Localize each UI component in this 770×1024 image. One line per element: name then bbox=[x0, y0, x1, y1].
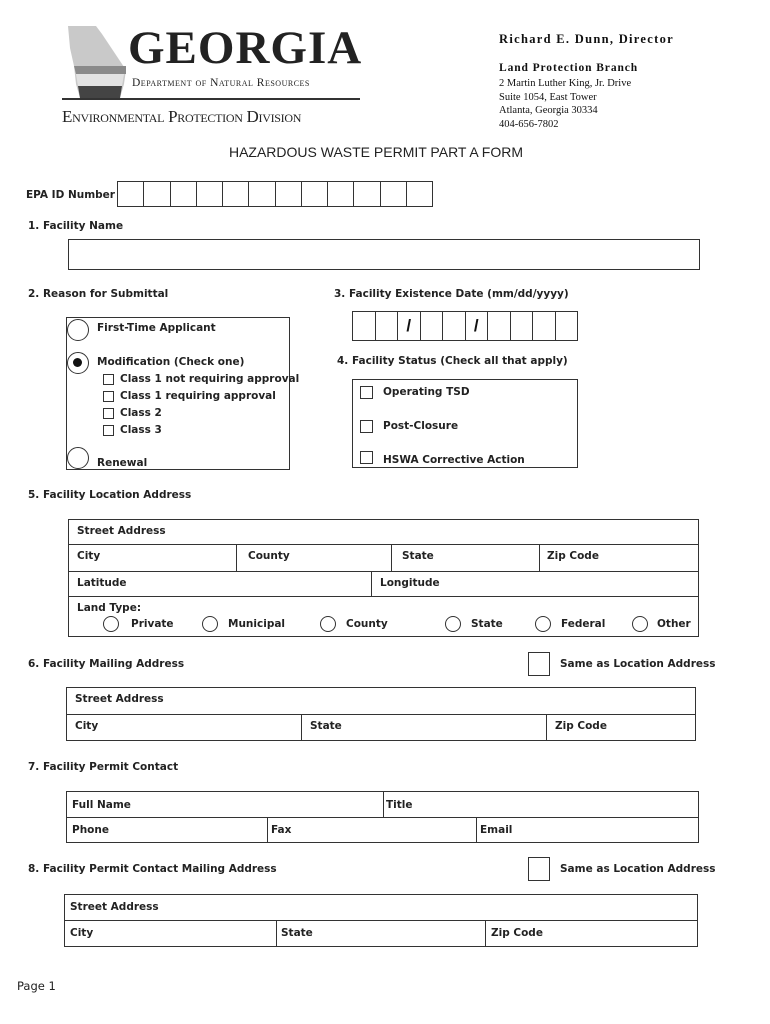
epa-id-digit[interactable] bbox=[223, 182, 249, 206]
first-time-label: First-Time Applicant bbox=[97, 322, 216, 334]
director-name: Richard E. Dunn, Director bbox=[499, 32, 674, 46]
mailing-label: 6. Facility Mailing Address bbox=[28, 658, 185, 670]
date-digit-box[interactable] bbox=[353, 312, 376, 340]
latitude-label: Latitude bbox=[77, 577, 127, 589]
location-street-label: Street Address bbox=[77, 525, 166, 537]
contact-email-label: Email bbox=[480, 824, 513, 836]
epa-id-boxes[interactable] bbox=[117, 181, 433, 207]
hswa-checkbox[interactable] bbox=[360, 451, 373, 464]
contact-mailing-same-checkbox[interactable] bbox=[528, 857, 550, 881]
land-other-label: Other bbox=[657, 618, 691, 630]
class2-label: Class 2 bbox=[120, 407, 162, 419]
page-number: Page 1 bbox=[17, 979, 56, 993]
contact-title-label: Title bbox=[386, 799, 413, 811]
contact-title-field[interactable] bbox=[383, 791, 699, 818]
mailing-same-checkbox[interactable] bbox=[528, 652, 550, 676]
contact-mailing-city-label: City bbox=[70, 927, 94, 939]
land-federal-label: Federal bbox=[561, 618, 606, 630]
address-line: Atlanta, Georgia 30334 bbox=[499, 105, 598, 116]
class1-no-approval-checkbox[interactable] bbox=[103, 374, 114, 385]
operating-tsd-label: Operating TSD bbox=[383, 386, 470, 398]
logo-division-text: Environmental Protection Division bbox=[62, 107, 302, 126]
radio-selected-dot bbox=[73, 358, 82, 367]
land-county-label: County bbox=[346, 618, 388, 630]
contact-label: 7. Facility Permit Contact bbox=[28, 761, 179, 773]
contact-phone-label: Phone bbox=[72, 824, 109, 836]
date-digit-box[interactable] bbox=[511, 312, 534, 340]
class2-checkbox[interactable] bbox=[103, 408, 114, 419]
contact-mailing-street-field[interactable] bbox=[64, 894, 698, 921]
first-time-radio[interactable] bbox=[67, 319, 89, 341]
epa-id-digit[interactable] bbox=[171, 182, 197, 206]
mailing-street-label: Street Address bbox=[75, 693, 164, 705]
date-separator: / bbox=[398, 312, 421, 340]
class1-no-approval-label: Class 1 not requiring approval bbox=[120, 373, 300, 385]
address-line: 404-656-7802 bbox=[499, 118, 559, 130]
contact-fax-field[interactable] bbox=[267, 817, 477, 843]
class3-label: Class 3 bbox=[120, 424, 162, 436]
epa-id-digit[interactable] bbox=[249, 182, 275, 206]
epa-id-digit[interactable] bbox=[328, 182, 354, 206]
renewal-label: Renewal bbox=[97, 457, 148, 469]
class3-checkbox[interactable] bbox=[103, 425, 114, 436]
location-city-label: City bbox=[77, 550, 101, 562]
land-other-radio[interactable] bbox=[632, 616, 648, 632]
epa-id-digit[interactable] bbox=[302, 182, 328, 206]
land-county-radio[interactable] bbox=[320, 616, 336, 632]
epa-id-digit[interactable] bbox=[144, 182, 170, 206]
epa-id-digit[interactable] bbox=[354, 182, 380, 206]
epa-id-digit[interactable] bbox=[118, 182, 144, 206]
contact-name-label: Full Name bbox=[72, 799, 131, 811]
land-private-label: Private bbox=[131, 618, 174, 630]
status-label: 4. Facility Status (Check all that apply) bbox=[337, 355, 568, 367]
date-digit-box[interactable] bbox=[443, 312, 466, 340]
modification-radio[interactable] bbox=[67, 352, 89, 374]
contact-mailing-street-label: Street Address bbox=[70, 901, 159, 913]
longitude-label: Longitude bbox=[380, 577, 440, 589]
date-digit-box[interactable] bbox=[533, 312, 556, 340]
renewal-radio[interactable] bbox=[67, 447, 89, 469]
land-type-row bbox=[68, 596, 699, 637]
logo-divider bbox=[62, 98, 360, 100]
mailing-city-field[interactable] bbox=[66, 714, 302, 741]
land-state-label: State bbox=[471, 618, 503, 630]
facility-name-field[interactable] bbox=[68, 239, 700, 270]
contact-fax-label: Fax bbox=[271, 824, 292, 836]
branch-name: Land Protection Branch bbox=[499, 62, 639, 74]
epa-id-digit[interactable] bbox=[407, 182, 432, 206]
hswa-label: HSWA Corrective Action bbox=[383, 454, 525, 466]
epa-id-digit[interactable] bbox=[276, 182, 302, 206]
land-private-radio[interactable] bbox=[103, 616, 119, 632]
form-title: HAZARDOUS WASTE PERMIT PART A FORM bbox=[228, 144, 524, 160]
contact-mailing-city-field[interactable] bbox=[64, 920, 277, 947]
logo-state-text: GEORGIA bbox=[128, 22, 363, 74]
mailing-zip-label: Zip Code bbox=[555, 720, 607, 732]
logo-dept-text: Department of Natural Resources bbox=[132, 77, 310, 89]
post-closure-label: Post-Closure bbox=[383, 420, 459, 432]
land-state-radio[interactable] bbox=[445, 616, 461, 632]
date-digit-box[interactable] bbox=[488, 312, 511, 340]
location-county-label: County bbox=[248, 550, 290, 562]
land-federal-radio[interactable] bbox=[535, 616, 551, 632]
contact-mailing-state-label: State bbox=[281, 927, 313, 939]
epa-id-label: EPA ID Number bbox=[26, 189, 115, 201]
land-municipal-radio[interactable] bbox=[202, 616, 218, 632]
address-line: 2 Martin Luther King, Jr. Drive bbox=[499, 78, 632, 89]
date-digit-box[interactable] bbox=[376, 312, 399, 340]
mailing-same-label: Same as Location Address bbox=[560, 658, 716, 670]
epd-logo bbox=[62, 22, 362, 132]
contact-mailing-same-label: Same as Location Address bbox=[560, 863, 716, 875]
post-closure-checkbox[interactable] bbox=[360, 420, 373, 433]
date-digit-box[interactable] bbox=[556, 312, 578, 340]
epa-id-digit[interactable] bbox=[197, 182, 223, 206]
reason-label: 2. Reason for Submittal bbox=[28, 288, 169, 300]
contact-mailing-zip-label: Zip Code bbox=[491, 927, 543, 939]
date-digit-box[interactable] bbox=[421, 312, 444, 340]
epa-id-digit[interactable] bbox=[381, 182, 407, 206]
operating-tsd-checkbox[interactable] bbox=[360, 386, 373, 399]
contact-mailing-label: 8. Facility Permit Contact Mailing Address bbox=[28, 863, 277, 875]
land-municipal-label: Municipal bbox=[228, 618, 286, 630]
location-state-label: State bbox=[402, 550, 434, 562]
existence-date-field[interactable] bbox=[352, 311, 578, 341]
mailing-city-label: City bbox=[75, 720, 99, 732]
mailing-state-label: State bbox=[310, 720, 342, 732]
land-type-label: Land Type: bbox=[77, 602, 142, 614]
location-zip-label: Zip Code bbox=[547, 550, 599, 562]
georgia-map-icon bbox=[66, 24, 130, 100]
class1-approval-checkbox[interactable] bbox=[103, 391, 114, 402]
branch-address bbox=[499, 77, 631, 131]
date-separator: / bbox=[466, 312, 489, 340]
modification-label: Modification (Check one) bbox=[97, 356, 245, 368]
facility-name-label: 1. Facility Name bbox=[28, 220, 124, 232]
class1-approval-label: Class 1 requiring approval bbox=[120, 390, 276, 402]
existence-date-label: 3. Facility Existence Date (mm/dd/yyyy) bbox=[334, 288, 569, 300]
address-line: Suite 1054, East Tower bbox=[499, 91, 597, 103]
location-label: 5. Facility Location Address bbox=[28, 489, 192, 501]
